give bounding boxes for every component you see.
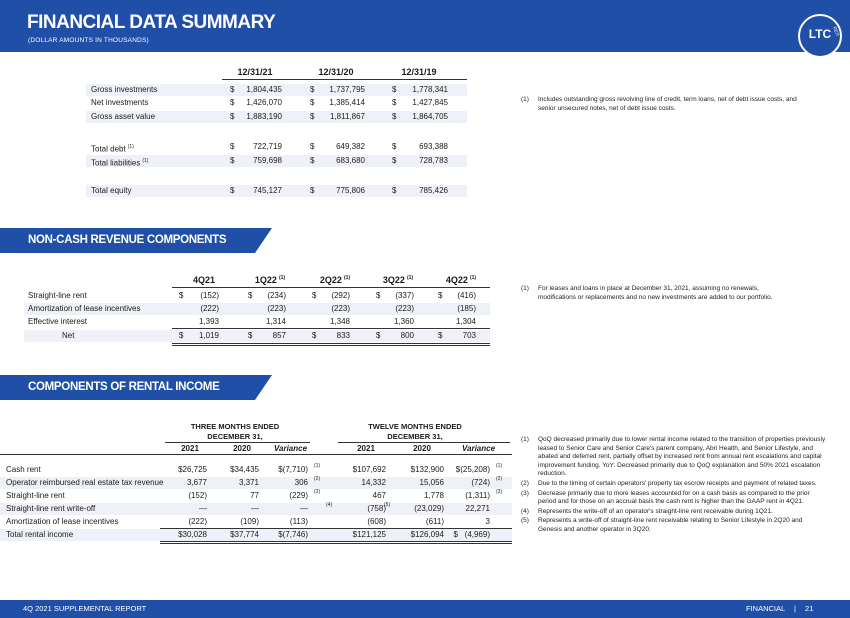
cell-value: 1,883,190 [246,112,282,121]
row-label: Straight-line rent [6,491,65,500]
cell-value: — [199,504,207,513]
footnote-marker: (1) [142,158,149,164]
cell-value: (229) [289,491,308,500]
currency-symbol: $ [392,186,397,195]
cell-value: 1,778 [423,491,444,500]
cell-value: (416) [457,291,476,300]
cell-value: 649,382 [336,142,365,151]
currency-symbol: $ [392,156,397,165]
group-rule [165,442,310,443]
total-rule [160,541,512,542]
cell-value: (222) [188,517,207,526]
currency-symbol: $ [310,112,315,121]
currency-symbol: $ [310,85,315,94]
footer-separator: | [794,604,796,613]
currency-symbol: $ [310,156,315,165]
currency-symbol: $ [230,186,235,195]
logo-subtext: REIT [832,25,841,38]
noncash-table [0,260,510,370]
table-row: Net $ 1,019 $ 857 $ 833 $ 800 $ 703 [24,330,490,342]
rental-col-header: 2021 [181,444,199,453]
subtotal-rule [172,328,490,329]
footnote-item: (2) Due to the timing of certain operators' property tax escrow receipts and payment of related taxes. [521,479,817,487]
table-row [24,316,490,328]
cell-value: 1,427,845 [412,98,448,107]
cell-value: (109) [240,517,259,526]
summary-col-header: 12/31/21 [237,67,273,77]
footer-section [746,604,813,613]
currency-symbol: $ [392,85,397,94]
footnote-item: (4) Represents the write-off of an operator's straight-line rent receivable during 1Q21. [521,507,773,515]
footer-section-label: FINANCIAL [746,604,785,613]
cell-value: 775,806 [336,186,365,195]
cell-value: (223) [267,304,286,313]
footnote-marker: (3) [314,489,321,495]
table-row [0,529,512,541]
cell-value: — [251,504,259,513]
cell-value: $(7,710) [278,465,308,474]
section-title-rental: COMPONENTS OF RENTAL INCOME [28,381,220,393]
cell-value: $26,725 [178,465,207,474]
cell-value: (611) [425,517,444,526]
row-label: Total equity [91,186,132,195]
row-label: Net investments [91,98,149,107]
table-row [86,185,467,197]
logo-text: LTC [808,27,832,41]
cell-value: (23,029) [414,504,444,513]
cell-value: 1,304 [455,317,476,326]
row-label: Effective interest [28,317,87,326]
currency-symbol: $ [230,98,235,107]
cell-value: 1,804,435 [246,85,282,94]
row-label: Amortization of lease incentives [6,517,119,526]
total-rule [172,343,490,344]
cell-value: 722,719 [253,142,282,151]
cell-value: 693,388 [419,142,448,151]
cell-value: (724) [471,478,490,487]
cell-value: 306 [294,478,308,487]
cell-value: (222) [200,304,219,313]
footnote-marker: (5) [384,502,391,508]
currency-symbol: $ [310,98,315,107]
footnote-item: (5) Represents a write-off of straight-line rent receivable relating to Senior Lifestyle in 2Q20 and Genesis and another operator in 3Q20. [521,517,803,533]
footnote-item: (3) Decrease primarily due to more leases accounted for on a cash basis as compared to the prior period and for those on an accrual basis the cash rent is higher than the GAAP rent in 4Q21. [521,489,810,506]
cell-value: 785,426 [419,186,448,195]
table-row [0,503,512,515]
rental-col-header: Variance [273,444,308,453]
page-number: 21 [805,604,814,613]
cell-value: (758) [367,504,386,513]
row-label: Gross asset value [91,112,156,121]
page-subtitle: (DOLLAR AMOUNTS IN THOUSANDS) [28,37,149,44]
cell-value: (223) [331,304,350,313]
cell-value: — [300,504,308,513]
summary-header-rule [222,79,467,80]
cell-value: (337) [395,291,414,300]
cell-value: $132,900 [410,465,444,474]
cell-value: 683,680 [336,156,365,165]
row-label: Total debt $^{(1)}$ [91,144,134,154]
table-row [86,124,467,136]
cell-value: (1,311) [465,491,490,500]
table-row [24,303,490,315]
noncash-col-header: 1Q22 $^{(1)}$ [254,275,286,285]
total-rule-double [172,345,490,346]
group-subheader: DECEMBER 31, [207,432,263,441]
cell-value: $30,028 [178,530,207,539]
cell-value: 77 [250,491,259,500]
cell-value: 467 [372,491,386,500]
cell-value: (152) [188,491,207,500]
row-label: Gross investments [91,85,158,94]
noncash-footnote: (1) For leases and loans in place at December 31, 2021, assuming no renewals, modifications or replacements and no new investments are added to our portfolio. [521,285,773,301]
cell-value: 833 [336,331,350,340]
row-label: Operator reimbursed real estate tax revenue [6,478,164,487]
row-label: Amortization of lease incentives [28,304,141,313]
cell-value: 1,385,414 [329,98,365,107]
rental-col-header: 2020 [233,444,251,453]
cell-value: $107,692 [352,465,386,474]
cell-value: (185) [457,304,476,313]
cell-value: 759,698 [253,156,282,165]
summary-col-header: 12/31/19 [401,67,437,77]
row-label: Cash rent [6,465,41,474]
cell-value: 3 [485,517,490,526]
table-row [86,84,467,96]
rental-col-header: 2021 [357,444,375,453]
noncash-col-header: 4Q22 $^{(1)}$ [445,275,477,285]
cell-value: 1,314 [265,317,286,326]
noncash-col-header: 2Q22 $^{(1)}$ [319,275,351,285]
cell-value: $37,774 [230,530,259,539]
footnote-marker: (1) [496,463,503,469]
table-row [0,516,512,528]
cell-value: (223) [395,304,414,313]
currency-symbol: $ [230,156,235,165]
row-label: Straight-line rent write-off [6,504,96,513]
cell-value: $34,435 [230,465,259,474]
currency-symbol: $ [310,186,315,195]
row-label: Total liabilities $^{(1)}$ [91,158,149,168]
cell-value: (292) [331,291,350,300]
rental-footnotes [521,436,826,535]
cell-value: 1,348 [329,317,350,326]
footnote-item: (1) QoQ decreased primarily due to lower rental income related to the transition of properties previously leased to Senior Care and Senior Care's parent company, Abri Health, and Senior Lifestyle, and abated and deferred rent, partially offset by increased rent from annual rent escalations and capital improvement funding. YoY: Decreased primarily due to QoQ explanation and 50% 2021 escalation reduction. [521,436,826,478]
footnote-marker: (1) [127,144,134,150]
table-row [86,168,467,180]
table-row [0,464,512,476]
table-row [86,141,467,153]
cell-value: 14,332 [361,478,386,487]
summary-col-header: 12/31/20 [318,67,354,77]
summary-footnote: (1) Includes outstanding gross revolving line of credit, term loans, net of debt issue costs, and senior unsecured notes, net of debt issue costs. [521,96,797,112]
currency-symbol: $ [230,85,235,94]
currency-symbol: $ [310,142,315,151]
cell-value: 1,019 [198,331,219,340]
noncash-col-header: 4Q21 [192,275,216,285]
cell-value: 800 [400,331,414,340]
noncash-col-header: 3Q22 $^{(1)}$ [382,275,414,285]
cell-value: 745,127 [253,186,282,195]
cell-value: $126,094 [410,530,444,539]
cell-value: 1,864,705 [412,112,448,121]
cell-value: 3,677 [186,478,207,487]
table-row [86,155,467,167]
footnote-marker: (3) [496,489,503,495]
cell-value: 857 [272,331,286,340]
row-label: Straight-line rent [28,291,87,300]
rental-table [0,415,515,545]
cell-value: 1,778,341 [412,85,448,94]
total-rule-double [160,543,512,544]
footnote-marker: (2) [314,476,321,482]
cell-value: (152) [200,291,219,300]
cell-value: 1,360 [393,317,414,326]
footnote-marker: (4) [326,502,333,508]
currency-symbol: $ [230,142,235,151]
cell-value: (234) [267,291,286,300]
currency-symbol: $ [392,112,397,121]
footnote-marker: (1) [314,463,321,469]
group-rule [338,442,510,443]
rental-col-header: 2020 [413,444,431,453]
cell-value: (608) [367,517,386,526]
cell-value: $(25,208) [455,465,490,474]
group-header: THREE MONTHS ENDED [190,422,280,431]
cell-value: $ (4,969) [453,530,490,539]
section-title-noncash: NON-CASH REVENUE COMPONENTS [28,234,227,246]
group-header: TWELVE MONTHS ENDED [368,422,462,431]
cell-value: 728,783 [419,156,448,165]
cell-value: 703 [462,331,476,340]
table-row [0,477,512,489]
cell-value: $121,125 [352,530,386,539]
cell-value: 1,426,070 [246,98,282,107]
table-row [0,490,512,502]
cell-value: 1,811,867 [330,112,365,121]
currency-symbol: $ [392,98,397,107]
footnote-marker: (2) [496,476,503,482]
cell-value: 1,393 [198,317,219,326]
cell-value: 1,737,795 [329,85,365,94]
currency-symbol: $ [230,112,235,121]
table-row [86,97,467,109]
row-label: Net [62,331,75,340]
noncash-header-rule [172,287,490,288]
cell-value: (113) [289,517,308,526]
group-subheader: DECEMBER 31, [387,432,443,441]
rental-header-rule [0,454,512,455]
cell-value: 3,371 [238,478,259,487]
cell-value: 22,271 [465,504,490,513]
rental-col-header: Variance [461,444,496,453]
cell-value: $(7,746) [278,530,308,539]
report-name: 4Q 2021 SUPPLEMENTAL REPORT [23,604,147,613]
currency-symbol: $ [392,142,397,151]
table-row: Straight-line rent $ (152) $ (234) $ (292) $ (337) $ (416) [28,291,476,300]
row-label: Total rental income [6,530,74,539]
page-title: FINANCIAL DATA SUMMARY [27,12,276,33]
cell-value: 15,056 [419,478,444,487]
table-row [86,111,467,123]
